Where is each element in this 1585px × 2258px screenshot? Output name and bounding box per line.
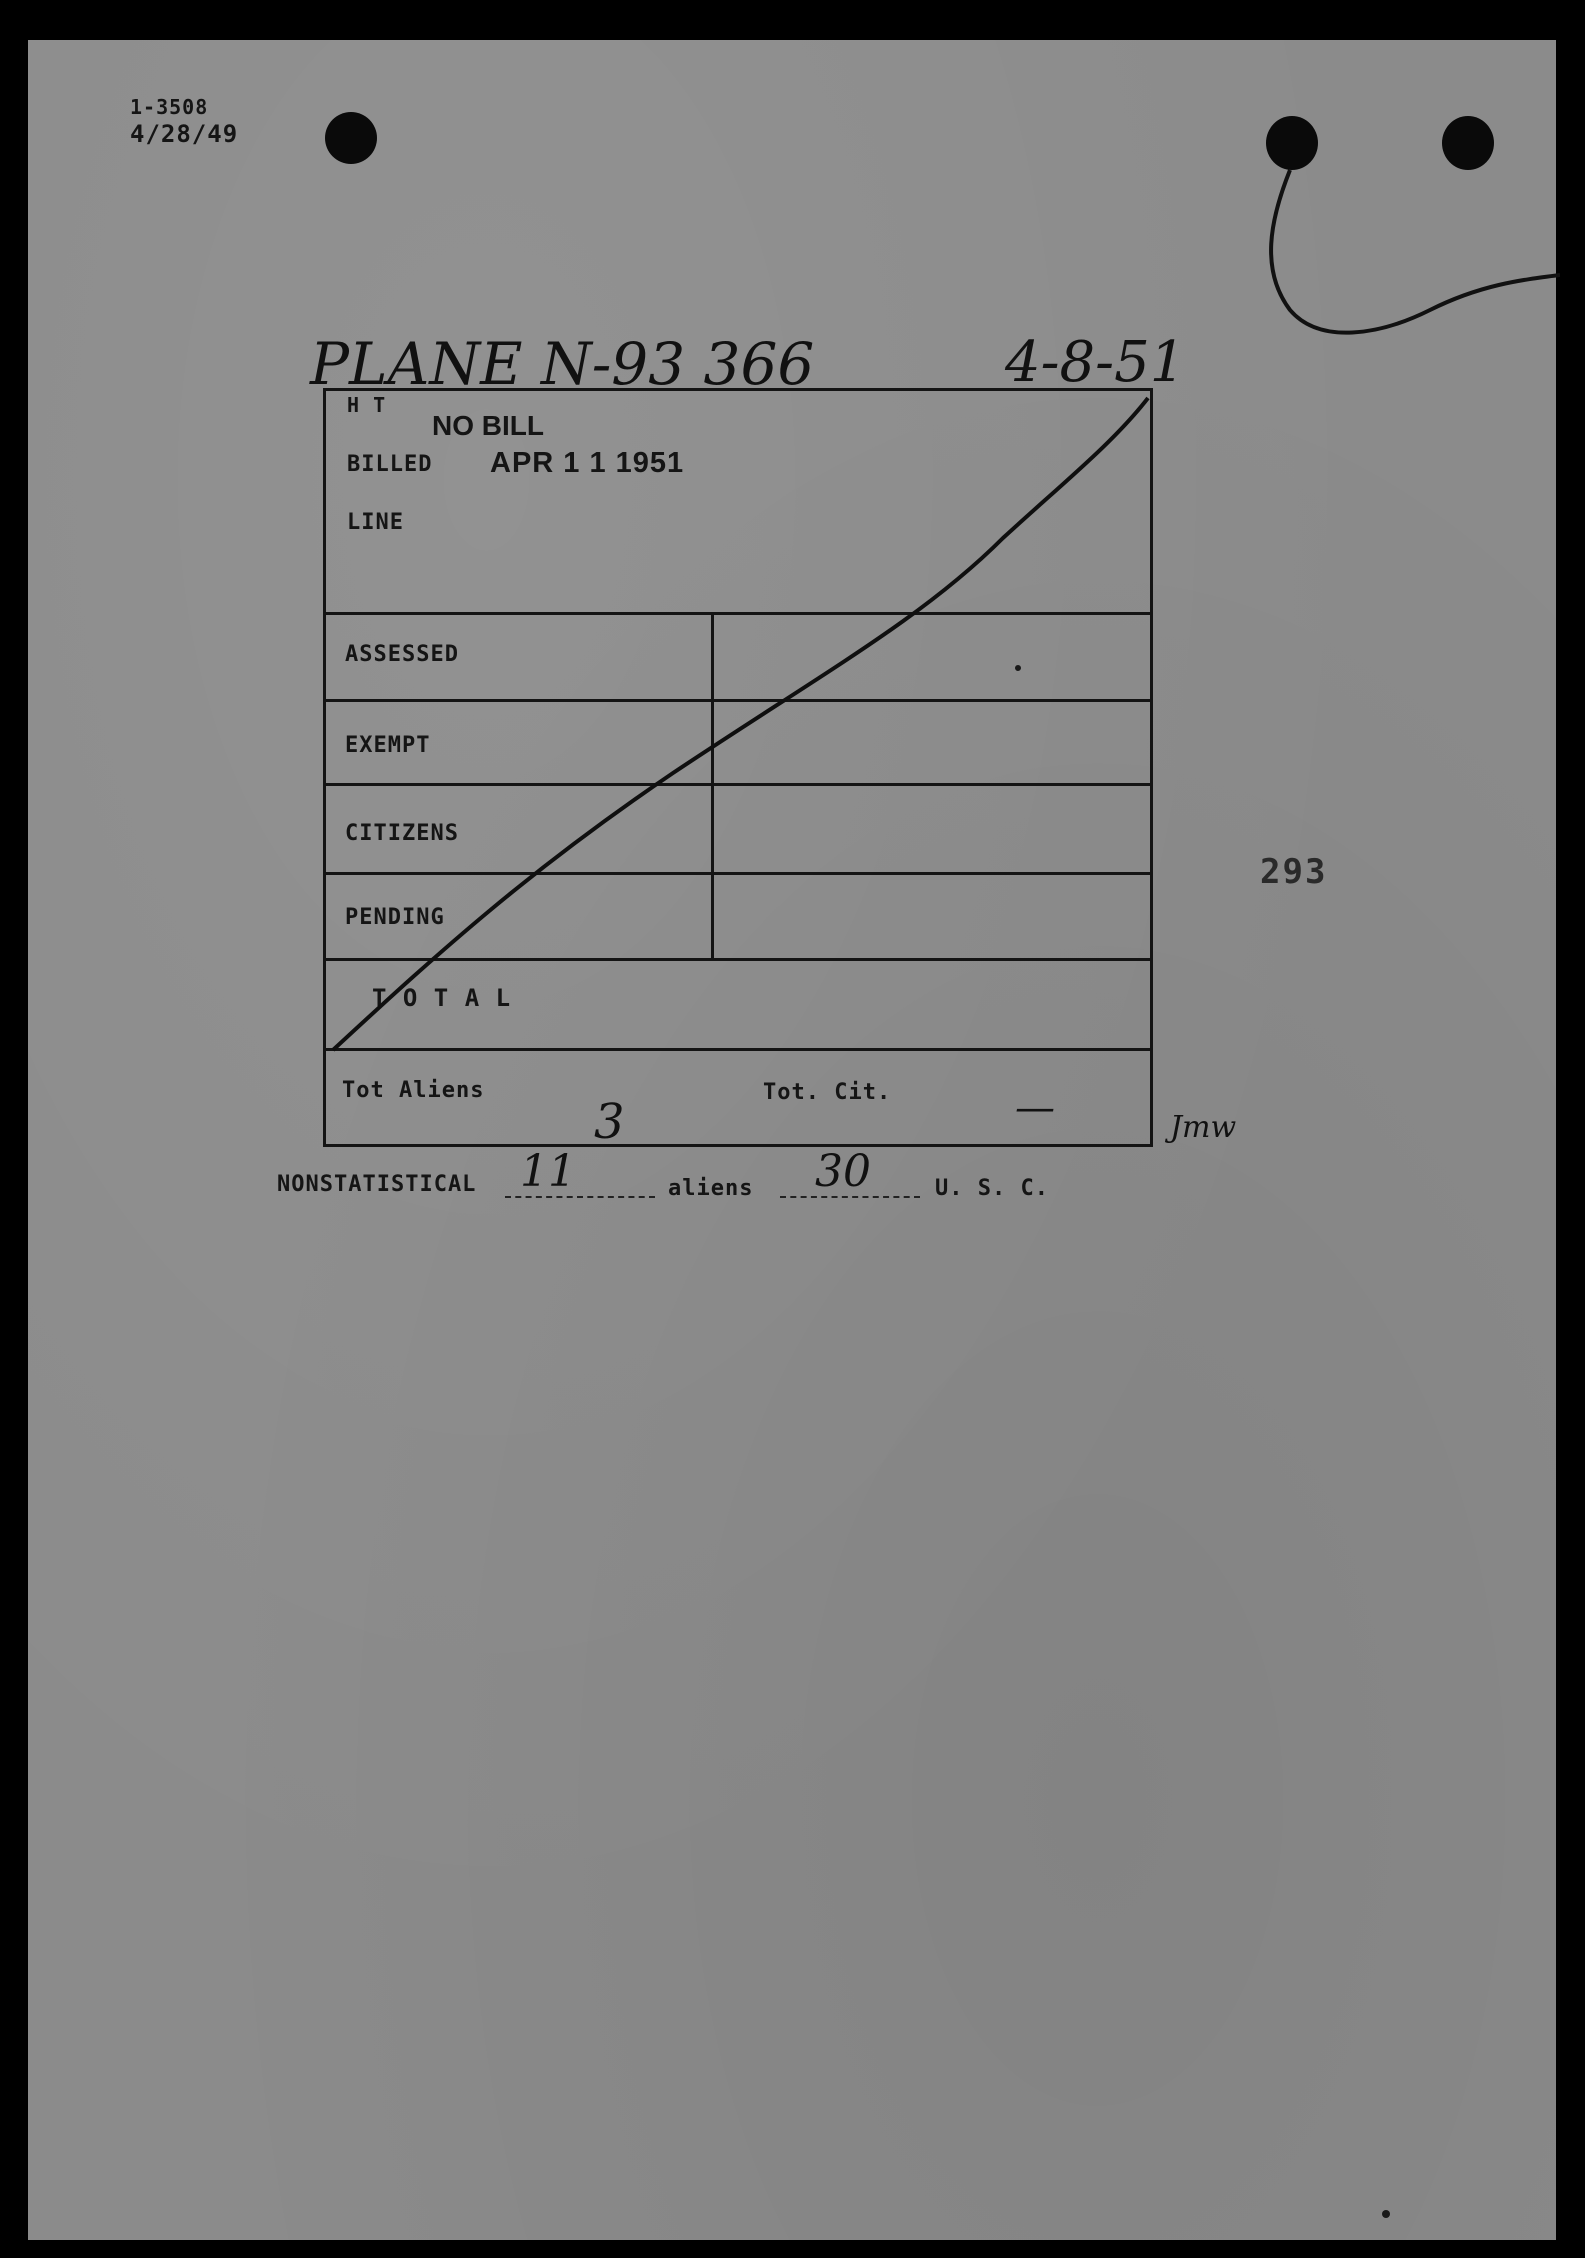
exempt-label: EXEMPT	[345, 733, 431, 758]
handwritten-initials: Jmw	[1170, 1110, 1237, 1145]
ink-speck	[1015, 665, 1021, 671]
nonstatistical-usc-count: 30	[815, 1146, 871, 1197]
billed-date-stamp: APR 1 1 1951	[490, 447, 685, 479]
underline	[780, 1194, 920, 1198]
tot-cit-label: Tot. Cit.	[763, 1080, 892, 1105]
pending-label: PENDING	[345, 905, 445, 930]
ht-label: H T	[347, 393, 387, 417]
handwritten-date: 4-8-51	[1005, 330, 1186, 395]
nonstatistical-label: NONSTATISTICAL	[277, 1172, 477, 1197]
handwritten-plane-number: PLANE N-93 366	[310, 330, 815, 398]
assessed-label: ASSESSED	[345, 642, 459, 667]
citizens-label: CITIZENS	[345, 821, 459, 846]
corner-note-file-number: 1-3508	[130, 95, 209, 119]
tot-cit-value: —	[1015, 1085, 1055, 1131]
page-number-stamp: 293	[1260, 852, 1328, 892]
tot-aliens-value: 3	[594, 1094, 625, 1150]
line-label: LINE	[347, 510, 404, 535]
diagonal-strike-line	[323, 388, 1153, 1058]
total-label: T O T A L	[372, 984, 512, 1012]
usc-label: U. S. C.	[935, 1176, 1049, 1201]
tot-aliens-label: Tot Aliens	[342, 1078, 485, 1103]
punch-hole	[325, 112, 377, 164]
handwritten-curve-mark	[1260, 160, 1560, 380]
corner-note-date: 4/28/49	[130, 120, 239, 148]
nonstatistical-aliens-count: 11	[520, 1146, 576, 1197]
billed-label: BILLED	[347, 452, 433, 477]
underline	[505, 1194, 655, 1198]
ink-speck	[1382, 2210, 1390, 2218]
no-bill-stamp: NO BILL	[432, 410, 544, 441]
aliens-label: aliens	[668, 1176, 754, 1201]
